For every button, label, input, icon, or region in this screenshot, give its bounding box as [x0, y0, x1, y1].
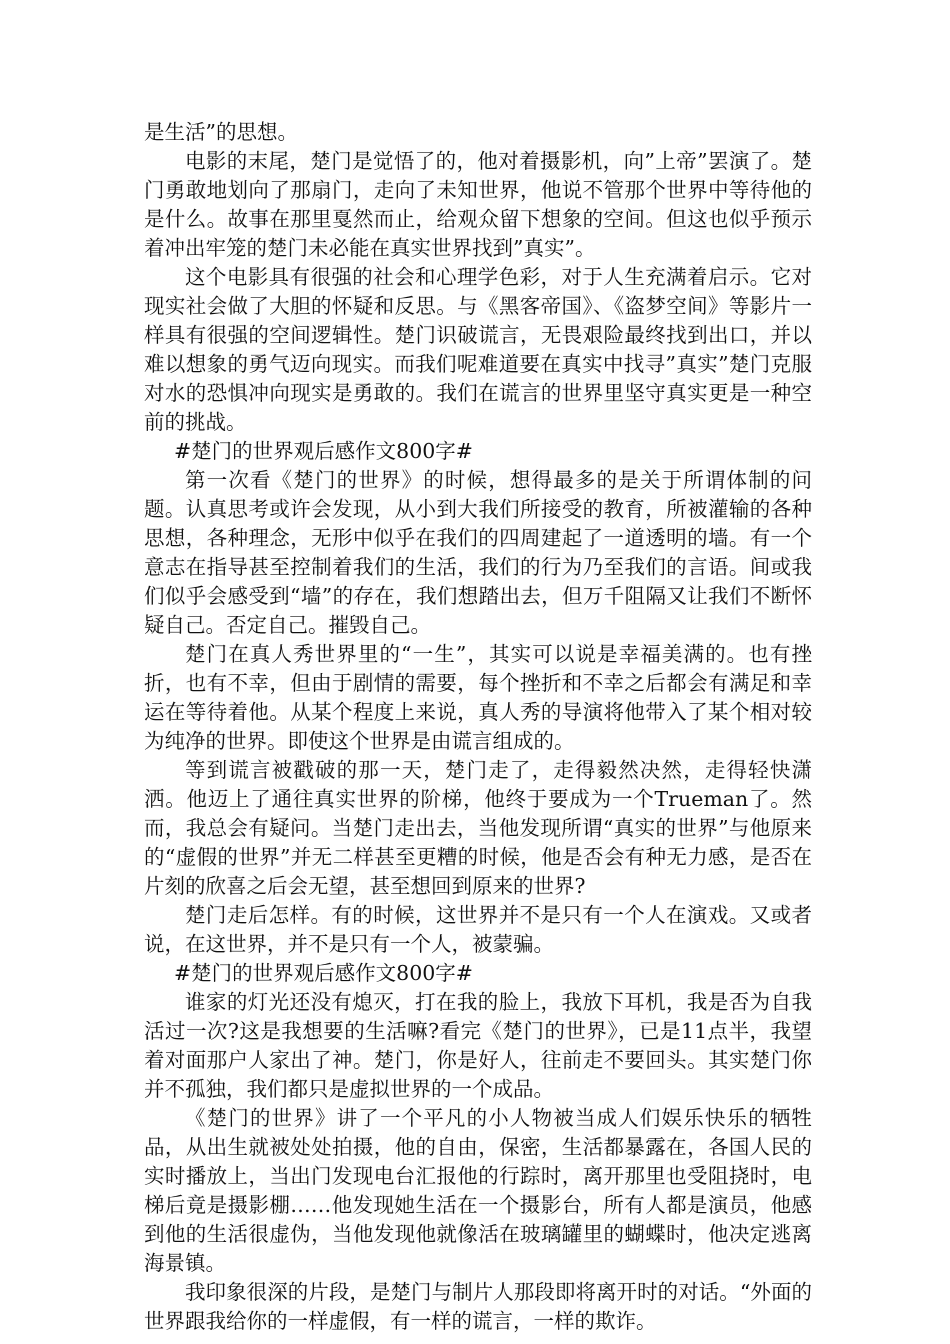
document-body	[144, 118, 812, 1336]
section-heading-2: #楚门的世界观后感作文800字#	[174, 961, 473, 985]
paragraph-5: 楚门在真人秀世界里的“一生”，其实可以说是幸福美满的。也有挫折，也有不幸，但由于剧情的需要，每个挫折和不幸之后都会有满足和幸运在等待着他。从某个程度上来说，真人秀的导演将他带入了某个相对较为纯净的世界。即使这个世界是由谎言组成的。	[144, 642, 812, 753]
paragraph-2: 电影的末尾，楚门是觉悟了的，他对着摄影机，向”上帝”罢演了。楚门勇敢地划向了那扇门，走向了未知世界，他说不管那个世界中等待他的是什么。故事在那里戛然而止，给观众留下想象的空间。但这也似乎预示着冲出牢笼的楚门未必能在真实世界找到”真实”。	[144, 149, 812, 260]
paragraph-6: 等到谎言被戳破的那一天，楚门走了，走得毅然决然，走得轻快潇洒。他迈上了通往真实世界的阶梯，他终于要成为一个Trueman了。然而，我总会有疑问。当楚门走出去，当他发现所谓“真实的世界”与他原来的“虚假的世界”并无二样甚至更糟的时候，他是否会有种无力感，是否在片刻的欣喜之后会无望，甚至想回到原来的世界?	[144, 758, 812, 898]
section-heading-1: #楚门的世界观后感作文800字#	[174, 439, 473, 463]
paragraph-3: 这个电影具有很强的社会和心理学色彩，对于人生充满着启示。它对现实社会做了大胆的怀疑和反思。与《黑客帝国》、《盗梦空间》等影片一样具有很强的空间逻辑性。楚门识破谎言，无畏艰险最终找到出口，并以难以想象的勇气迈向现实。而我们呢难道要在真实中找寻”真实”楚门克服对水的恐惧冲向现实是勇敢的。我们在谎言的世界里坚守真实更是一种空前的挑战。	[144, 265, 812, 434]
paragraph-7: 楚门走后怎样。有的时候，这世界并不是只有一个人在演戏。又或者说，在这世界，并不是只有一个人，被蒙骗。	[144, 903, 812, 956]
paragraph-8: 谁家的灯光还没有熄灭，打在我的脸上，我放下耳机，我是否为自我活过一次?这是我想要的生活嘛?看完《楚门的世界》，已是11点半，我望着对面那户人家出了神。楚门，你是好人，往前走不要回头。其实楚门你并不孤独，我们都只是虚拟世界的一个成品。	[144, 990, 812, 1101]
paragraph-9: 《楚门的世界》讲了一个平凡的小人物被当成人们娱乐快乐的牺牲品，从出生就被处处拍摄，他的自由，保密，生活都暴露在，各国人民的实时播放上，当出门发现电台汇报他的行踪时，离开那里也受阻挠时，电梯后竟是摄影棚……他发现她生活在一个摄影台，所有人都是演员，他感到他的生活很虚伪，当他发现他就像活在玻璃罐里的蝴蝶时，他决定逃离海景镇。	[144, 1106, 812, 1275]
paragraph-1: 是生活”的思想。	[144, 120, 298, 144]
paragraph-10: 我印象很深的片段，是楚门与制片人那段即将离开时的对话。“外面的世界跟我给你的一样虚假，有一样的谎言，一样的欺诈。	[144, 1280, 812, 1333]
paragraph-4: 第一次看《楚门的世界》的时候，想得最多的是关于所谓体制的问题。认真思考或许会发现，从小到大我们所接受的教育，所被灌输的各种思想，各种理念，无形中似乎在我们的四周建起了一道透明的墙。有一个意志在指导甚至控制着我们的生活，我们的行为乃至我们的言语。间或我们似乎会感受到“墙”的存在，我们想踏出去，但万千阻隔又让我们不断怀疑自己。否定自己。摧毁自己。	[144, 468, 812, 637]
